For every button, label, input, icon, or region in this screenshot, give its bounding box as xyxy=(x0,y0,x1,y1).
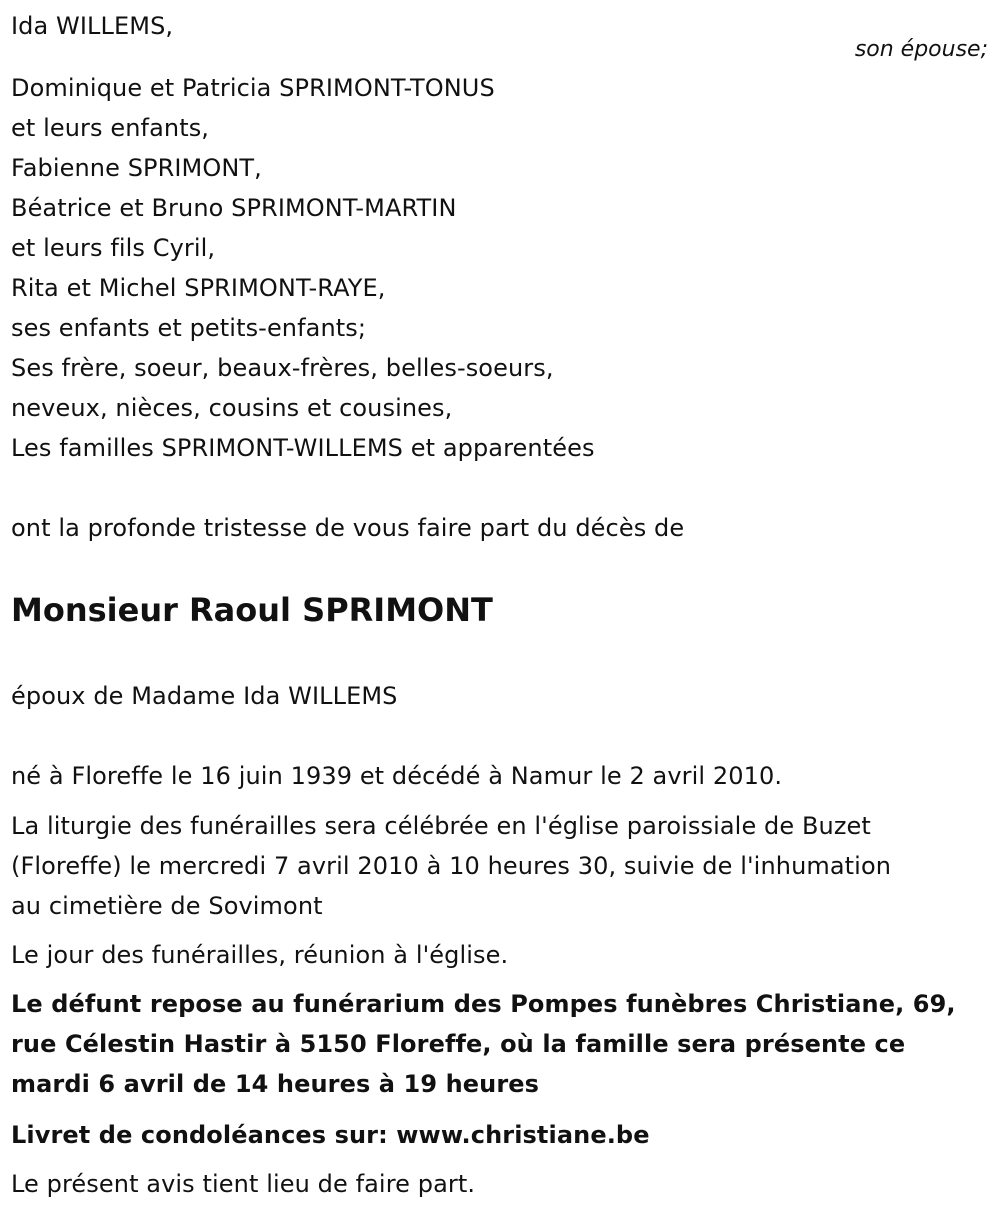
spouse-name: Ida WILLEMS, xyxy=(11,12,174,40)
liturgy-line: au cimetière de Sovimont xyxy=(11,892,323,920)
family-member-line: Rita et Michel SPRIMONT-RAYE, xyxy=(11,274,386,302)
birth-death-line: né à Floreffe le 16 juin 1939 et décédé à Namur le 2 avril 2010. xyxy=(11,762,783,790)
gathering-line: Le jour des funérailles, réunion à l'église. xyxy=(11,941,509,969)
visitation-line: rue Célestin Hastir à 5150 Floreffe, où la famille sera présente ce xyxy=(11,1030,906,1058)
family-member-line: et leurs fils Cyril, xyxy=(11,234,216,262)
family-member-line: Ses frère, soeur, beaux-frères, belles-soeurs, xyxy=(11,354,554,382)
family-member-line: ses enfants et petits-enfants; xyxy=(11,314,367,342)
announcement-text: ont la profonde tristesse de vous faire part du décès de xyxy=(11,514,685,542)
deceased-name: Monsieur Raoul SPRIMONT xyxy=(11,591,493,629)
visitation-line: mardi 6 avril de 14 heures à 19 heures xyxy=(11,1070,540,1098)
family-member-line: Les familles SPRIMONT-WILLEMS et apparentées xyxy=(11,434,595,462)
spouse-role: son épouse; xyxy=(854,37,988,62)
visitation-line: Le défunt repose au funérarium des Pompes funèbres Christiane, 69, xyxy=(11,990,956,1018)
liturgy-line: (Floreffe) le mercredi 7 avril 2010 à 10 heures 30, suivie de l'inhumation xyxy=(11,852,892,880)
family-member-line: neveux, nièces, cousins et cousines, xyxy=(11,394,453,422)
deceased-spouse-line: époux de Madame Ida WILLEMS xyxy=(11,682,398,710)
family-member-line: Fabienne SPRIMONT, xyxy=(11,154,262,182)
family-member-line: Béatrice et Bruno SPRIMONT-MARTIN xyxy=(11,194,457,222)
closing-line: Le présent avis tient lieu de faire part. xyxy=(11,1170,476,1198)
condolences-line: Livret de condoléances sur: www.christiane.be xyxy=(11,1121,650,1149)
liturgy-line: La liturgie des funérailles sera célébrée en l'église paroissiale de Buzet xyxy=(11,812,871,840)
family-member-line: et leurs enfants, xyxy=(11,114,210,142)
family-member-line: Dominique et Patricia SPRIMONT-TONUS xyxy=(11,74,495,102)
